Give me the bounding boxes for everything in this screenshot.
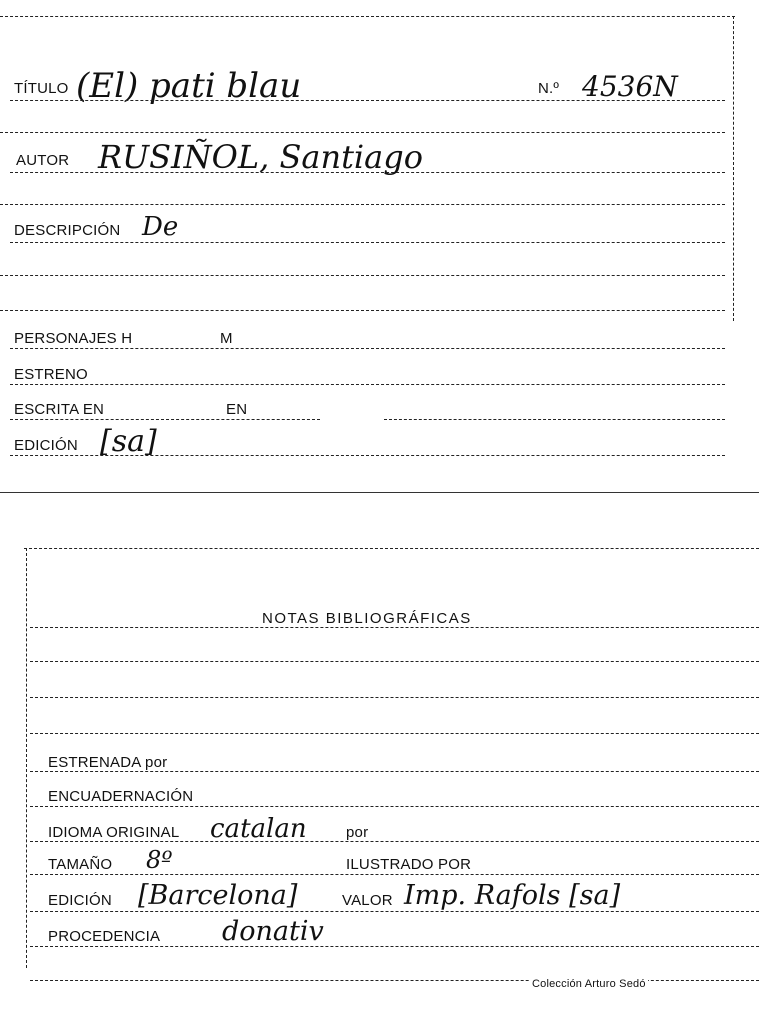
footer-collection: Colección Arturo Sedó [532,978,646,990]
descripcion-label: DESCRIPCIÓN [14,222,121,239]
top-card-top-border [0,16,735,17]
bottom-edicion-label: EDICIÓN [48,892,112,909]
edicion-label: EDICIÓN [14,437,78,454]
bottom-rule-3 [30,733,759,734]
valor-label: VALOR [342,892,393,909]
rule-1 [0,132,725,133]
tamano-label: TAMAÑO [48,856,113,873]
edicion-line [10,455,725,456]
numero-value: 4536N [582,70,678,103]
bottom-edicion-line [30,911,759,912]
estreno-label: ESTRENO [14,366,88,383]
estreno-line [10,384,725,385]
escrita-line-right [384,419,725,420]
bottom-rule-2 [30,697,759,698]
idioma-value: catalan [210,814,307,844]
escrita-en-label: EN [226,401,248,418]
escrita-label: ESCRITA EN [14,401,105,418]
tamano-line [30,874,759,875]
card-separator [0,492,759,493]
rule-2 [0,204,725,205]
bottom-rule-1 [30,661,759,662]
idioma-line [30,841,759,842]
autor-line [10,172,725,173]
descripcion-line [10,242,725,243]
procedencia-label: PROCEDENCIA [48,928,161,945]
rule-4 [0,310,725,311]
procedencia-value: donativ [222,916,324,947]
titulo-line [10,100,725,101]
procedencia-line [30,946,759,947]
personajes-label: PERSONAJES H [14,330,133,347]
descripcion-value: De [142,212,179,242]
encuadernacion-line [30,806,759,807]
personajes-m-label: M [220,330,233,347]
personajes-line [10,348,725,349]
escrita-line-left [10,419,320,420]
ilustrado-label: ILUSTRADO POR [346,856,472,873]
tamano-value: 8º [146,846,173,874]
valor-value: Imp. Rafols [sa] [404,880,621,911]
autor-value: RUSIÑOL, Santiago [98,138,423,176]
titulo-label: TÍTULO [14,80,69,97]
rule-3 [0,275,725,276]
numero-label: N.º [538,80,560,97]
notas-heading: NOTAS BIBLIOGRÁFICAS [262,610,472,627]
edicion-value: [sa] [100,424,157,459]
bottom-card-left-border [26,548,27,968]
idioma-por-label: por [346,824,369,841]
estrenada-line [30,771,759,772]
idioma-label: IDIOMA ORIGINAL [48,824,180,841]
bottom-rule-4 [30,980,759,981]
top-card-right-border [733,16,734,321]
notas-line [30,627,759,628]
autor-label: AUTOR [16,152,70,169]
bottom-edicion-value: [Barcelona] [138,880,298,911]
titulo-value: (El) pati blau [76,66,302,106]
bottom-card-top-border [24,548,759,549]
estrenada-label: ESTRENADA por [48,754,168,771]
encuadernacion-label: ENCUADERNACIÓN [48,788,194,805]
